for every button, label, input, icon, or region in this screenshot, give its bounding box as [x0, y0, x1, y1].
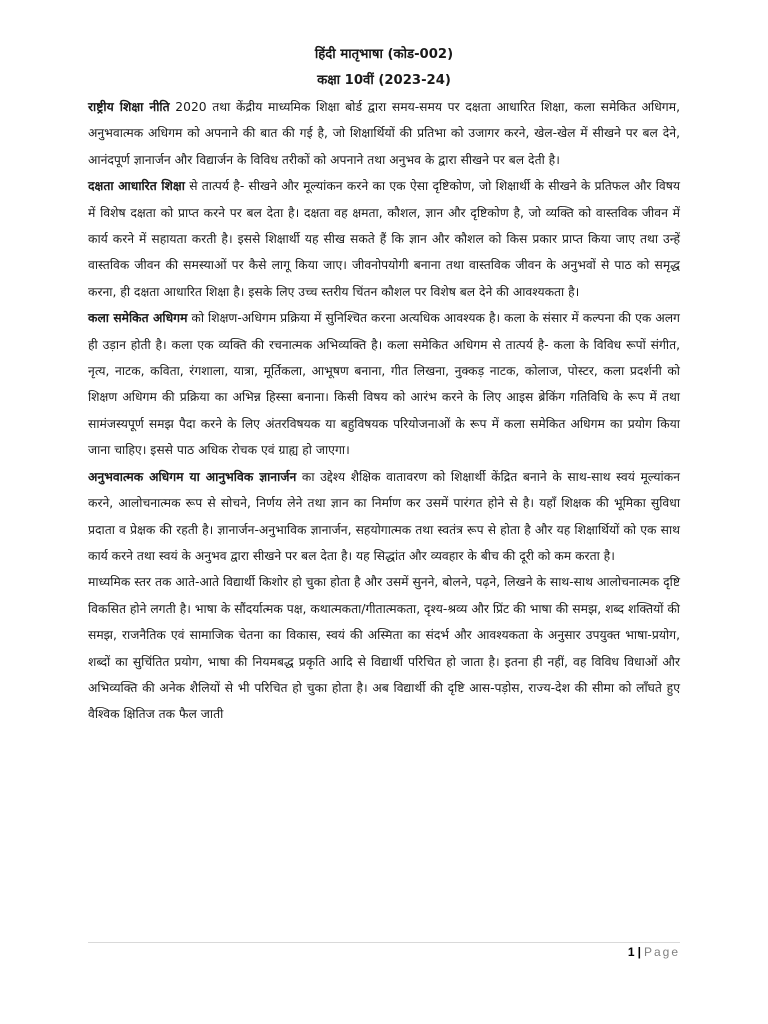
paragraph-art-integrated-learning — [88, 305, 680, 463]
paragraph-text: माध्यमिक स्तर तक आते-आते विद्यार्थी किशोर हो चुका होता है और उसमें सुनने, बोलने, पढ़ने, लिखने के साथ-साथ आलोचनात्मक दृष्टि विकसित होने लगती है। भाषा के सौंदर्यात्मक पक्ष, कथात्मकता/गीतात्मकता, दृश्य-श्रव्य और प्रिंट की भाषा की समझ, शब्द शक्तियों की समझ, राजनैतिक एवं सामाजिक चेतना का विकास, स्वयं की अस्मिता का संदर्भ और आवश्यकता के अनुसार उपयुक्त भाषा-प्रयोग, शब्दों का सुचिंतित प्रयोग, भाषा की नियमबद्ध प्रकृति आदि से विद्यार्थी परिचित हो जाता है। इतना ही नहीं, वह विविध विधाओं और अभिव्यक्ति की अनेक शैलियों से भी परिचित हो चुका होता है। अब विद्यार्थी की दृष्टि आस-पड़ोस, राज्य-देश की सीमा को लाँघते हुए वैश्विक क्षितिज तक फैल जाती — [88, 575, 680, 722]
paragraph-text: से तात्पर्य है- सीखने और मूल्यांकन करने का एक ऐसा दृष्टिकोण, जो शिक्षार्थी के सीखने के प्रतिफल और विषय में विशेष दक्षता को प्राप्त करने पर बल देता है। दक्षता वह क्षमता, कौशल, ज्ञान और दृष्टिकोण है, जो व्यक्ति को वास्तविक जीवन में कार्य करने में सहायता करती है। इससे शिक्षार्थी यह सीख सकते हैं कि ज्ञान और कौशल को किस प्रकार प्राप्त किया जाए तथा उन्हें वास्तविक जीवन की समस्याओं पर कैसे लागू किया जाए। जीवनोपयोगी बनाना तथा वास्तविक जीवन के अनुभवों से पाठ को समृद्ध करना, ही दक्षता आधारित शिक्षा है। इसके लिए उच्च स्तरीय चिंतन कौशल पर विशेष बल देने की आवश्यकता है। — [88, 179, 680, 299]
page-label: Page — [643, 945, 680, 959]
paragraph-text: 2020 तथा केंद्रीय माध्यमिक शिक्षा बोर्ड द्वारा समय-समय पर दक्षता आधारित शिक्षा, कला समेकित अधिगम, अनुभवात्मक अधिगम को अपनाने की बात की गई है, जो शिक्षार्थियों की प्रतिभा को उजागर करने, खेल-खेल में सीखने पर बल देने, आनंदपूर्ण ज्ञानार्जन और विद्यार्जन के विविध तरीकों को अपनाने तथा अनुभव के द्वारा सीखने पर बल देती है। — [88, 100, 680, 167]
paragraph-nep — [88, 94, 680, 173]
paragraph-competency-education — [88, 173, 680, 305]
document-body — [88, 42, 680, 728]
paragraph-lead: दक्षता आधारित शिक्षा — [88, 179, 185, 194]
paragraph-secondary-level — [88, 569, 680, 727]
paragraph-experiential-learning — [88, 464, 680, 570]
document-subtitle: कक्षा 10वीं (2023-24) — [317, 73, 451, 88]
paragraph-text: का उद्देश्य शैक्षिक वातावरण को शिक्षार्थी केंद्रित बनाने के साथ-साथ स्वयं मूल्यांकन करने, आलोचनात्मक रूप से सोचने, निर्णय लेने तथा ज्ञान का निर्माण कर उसमें पारंगत होने से है। यहाँ शिक्षक की भूमिका सुविधा प्रदाता व प्रेक्षक की रहती है। ज्ञानार्जन-अनुभाविक ज्ञानार्जन, सहयोगात्मक तथा स्वतंत्र रूप से होता है और यह शिक्षार्थियों को एक साथ कार्य करने तथा स्वयं के अनुभव द्वारा सीखने पर बल देता है। यह सिद्धांत और व्यवहार के बीच की दूरी को कम करता है। — [88, 469, 681, 563]
paragraph-lead: राष्ट्रीय शिक्षा नीति — [88, 100, 170, 114]
paragraph-text: को शिक्षण-अधिगम प्रक्रिया में सुनिश्चित करना अत्यधिक आवश्यक है। कला के संसार में कल्पना की एक अलग ही उड़ान होती है। कला एक व्यक्ति की रचनात्मक अभिव्यक्ति है। कला समेकित अधिगम से तात्पर्य है- कला के विविध रूपों संगीत, नृत्य, नाटक, कविता, रंगशाला, यात्रा, मूर्तिकला, आभूषण बनाना, गीत लिखना, नुक्कड़ नाटक, कोलाज, पोस्टर, कला प्रदर्शनी को शिक्षण अधिगम की प्रक्रिया का अभिन्न हिस्सा बनाना। किसी विषय को आरंभ करने के लिए आइस ब्रेकिंग गतिविधि के रूप में तथा सामंजस्यपूर्ण समझ पैदा करने के लिए अंतरविषयक या बहुविषयक परियोजनाओं के रूप में कला समेकित अधिगम का प्रयोग किया जाना चाहिए। इससे पाठ अधिक रोचक एवं ग्राह्य हो जाएगा। — [88, 311, 680, 458]
document-title: हिंदी मातृभाषा (कोड-002) — [314, 47, 454, 62]
paragraph-lead: कला समेकित अधिगम — [88, 311, 188, 326]
footer-separator: | — [637, 945, 641, 959]
page-number: 1 — [627, 945, 635, 959]
footer-divider — [88, 942, 680, 943]
page-footer — [628, 944, 680, 960]
paragraph-lead: अनुभवात्मक अधिगम या आनुभविक ज्ञानार्जन — [88, 469, 297, 484]
